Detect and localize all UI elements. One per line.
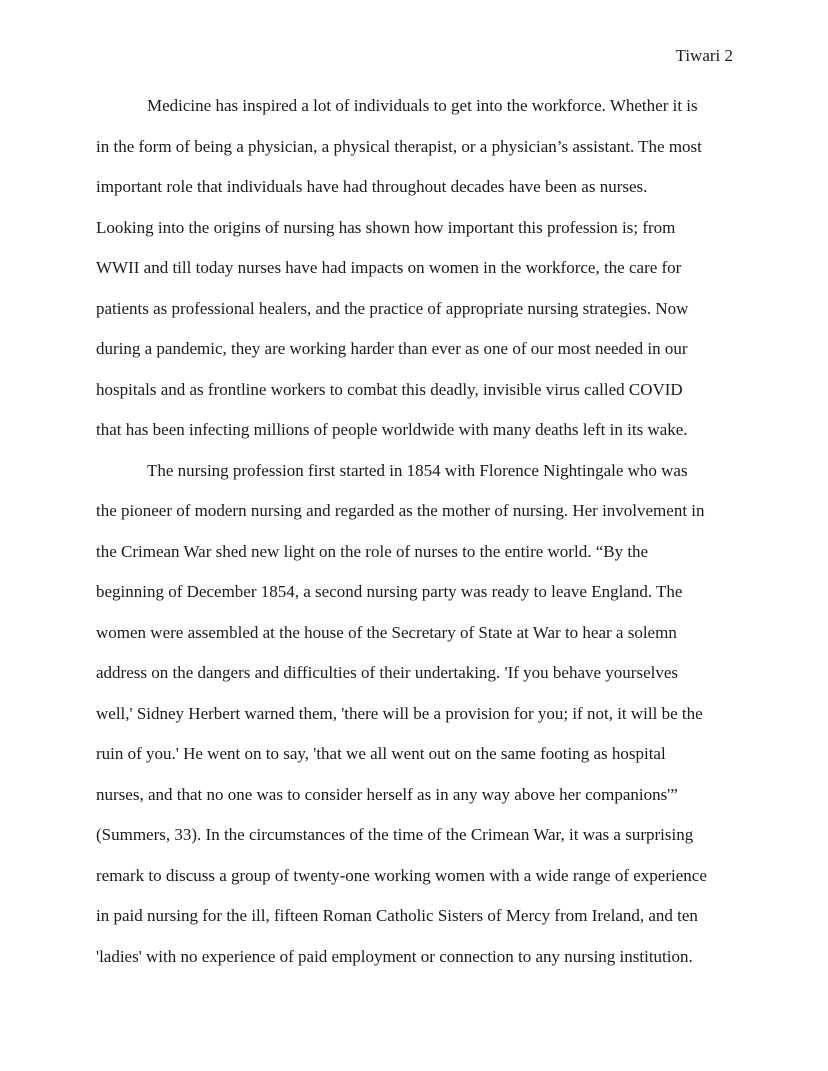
paragraph-intro xyxy=(96,86,736,451)
text-line: women were assembled at the house of the Secretary of State at War to hear a solemn xyxy=(96,622,677,642)
text-line: 'ladies' with no experience of paid employment or connection to any nursing institution. xyxy=(96,946,693,966)
text-line: WWII and till today nurses have had impacts on women in the workforce, the care for xyxy=(96,258,682,277)
text-line: beginning of December 1854, a second nursing party was ready to leave England. The xyxy=(96,582,683,601)
text-line: Medicine has inspired a lot of individuals to get into the workforce. Whether it is xyxy=(147,96,698,115)
essay-body xyxy=(96,86,736,977)
text-line: during a pandemic, they are working harder than ever as one of our most needed in our xyxy=(96,339,688,358)
text-line: the Crimean War shed new light on the role of nurses to the entire world. “By the xyxy=(96,541,649,561)
text-line: ruin of you.' He went on to say, 'that we all went out on the same footing as hospital xyxy=(96,744,666,763)
text-line: (Summers, 33). In the circumstances of the time of the Crimean War, it was a surprising xyxy=(96,825,694,844)
text-line: the pioneer of modern nursing and regarded as the mother of nursing. Her involvement in xyxy=(96,501,705,520)
text-line: remark to discuss a group of twenty-one working women with a wide range of experience xyxy=(96,865,707,885)
paragraph-history xyxy=(96,451,736,978)
text-line: Looking into the origins of nursing has shown how important this profession is; from xyxy=(96,217,676,237)
text-line: patients as professional healers, and the practice of appropriate nursing strategies. Now xyxy=(96,298,689,318)
text-line: hospitals and as frontline workers to combat this deadly, invisible virus called COVID xyxy=(96,379,683,399)
text-line: nurses, and that no one was to consider herself as in any way above her companions'” xyxy=(96,784,678,804)
text-line: in paid nursing for the ill, fifteen Roman Catholic Sisters of Mercy from Ireland, and ten xyxy=(96,906,698,925)
text-line: address on the dangers and difficulties of their undertaking. 'If you behave yourselves xyxy=(96,663,678,682)
text-line: well,' Sidney Herbert warned them, 'there will be a provision for you; if not, it will be the xyxy=(96,703,703,723)
text-line: that has been infecting millions of people worldwide with many deaths left in its wake. xyxy=(96,420,688,439)
text-line: important role that individuals have had throughout decades have been as nurses. xyxy=(96,177,648,196)
text-line: in the form of being a physician, a physical therapist, or a physician’s assistant. The most xyxy=(96,136,702,156)
text-line: The nursing profession first started in 1854 with Florence Nightingale who was xyxy=(147,460,688,480)
page-number-header: Tiwari 2 xyxy=(675,46,733,65)
